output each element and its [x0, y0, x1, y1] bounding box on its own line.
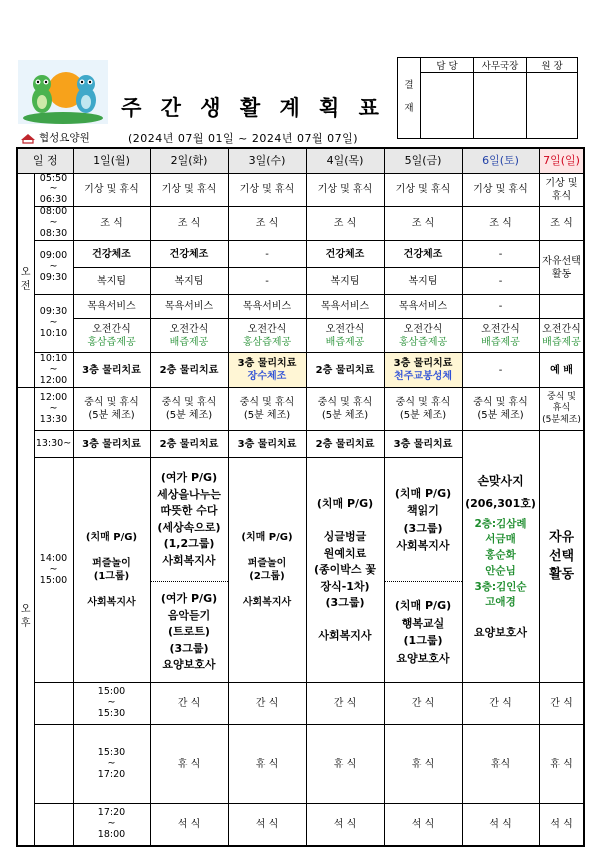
schedule-cell: 기상 및 휴식 — [306, 173, 384, 207]
time-cell: 17:20 ~ 18:00 — [73, 804, 150, 846]
snack-label: 오전간식 — [325, 323, 365, 335]
table-row — [17, 431, 584, 458]
schedule-cell: 조 식 — [306, 207, 384, 241]
schedule-cell: 목욕서비스 — [73, 295, 150, 319]
schedule-cell: 목욕서비스 — [228, 295, 306, 319]
schedule-cell: 3층 물리치료 — [384, 431, 462, 458]
schedule-cell: - — [462, 268, 539, 295]
schedule-cell: 기상 및 휴식 — [539, 173, 584, 207]
approval-side-label — [398, 58, 421, 139]
schedule-cell: 3층 물리치료 — [73, 353, 150, 388]
schedule-cell — [462, 319, 539, 353]
approval-sign-manager[interactable] — [421, 73, 474, 139]
day-header-wed: 3일(수) — [228, 148, 306, 173]
schedule-cell: 간 식 — [306, 683, 384, 725]
snack-provide: 배즙제공 — [325, 336, 365, 348]
schedule-cell: 2층 물리치료 — [150, 431, 228, 458]
schedule-cell: 건강체조 — [306, 241, 384, 268]
schedule-cell: 중식 및 휴식 (5분 체조) — [462, 388, 539, 431]
section-blank — [34, 683, 73, 725]
snack-provide: 배즙제공 — [481, 336, 520, 348]
table-row — [17, 241, 584, 268]
schedule-cell: 복지팀 — [384, 268, 462, 295]
day-header-sat: 6일(토) — [462, 148, 539, 173]
schedule-cell: 2층 물리치료 — [306, 353, 384, 388]
snack-provide: 홍삼즙제공 — [398, 336, 448, 348]
approval-box — [397, 57, 578, 139]
schedule-cell: 석 식 — [384, 804, 462, 846]
section-blank — [34, 725, 73, 804]
schedule-cell: 3층 물리치료 — [73, 431, 150, 458]
schedule-cell: 자유선택 활동 — [539, 241, 584, 295]
activity-label: 3층 물리치료 — [237, 358, 297, 370]
schedule-cell: 휴식 — [462, 725, 539, 804]
snack-label: 오전간식 — [403, 323, 443, 335]
schedule-cell: - — [228, 241, 306, 268]
schedule-cell: 휴 식 — [306, 725, 384, 804]
sat-program-room: (206,301호) — [465, 497, 536, 511]
table-row — [17, 683, 584, 725]
schedule-cell: 휴 식 — [384, 725, 462, 804]
page-title: 주 간 생 활 계 획 표 — [121, 95, 385, 120]
activity-top: (치매 P/G) 책읽기 (3그룹) 사회복지사 — [385, 458, 462, 582]
approval-sign-secretary[interactable] — [474, 73, 527, 139]
logo — [18, 60, 108, 124]
time-cell: 08:00 ~ 08:30 — [34, 207, 73, 241]
activity-bottom: (치매 P/G) 행복교실 (1그룹) 요양보호사 — [394, 599, 452, 665]
schedule-cell: 자유 선택 활동 — [539, 431, 584, 683]
time-cell: 09:30 ~ 10:10 — [34, 295, 73, 353]
schedule-cell: 중식 및 휴식 (5분체조) — [539, 388, 584, 431]
col-header: 일 정 — [17, 148, 73, 173]
day-header-mon: 1일(월) — [73, 148, 150, 173]
snack-label: 오전간식 — [481, 323, 520, 335]
schedule-cell: 간 식 — [150, 683, 228, 725]
schedule-cell: 석 식 — [539, 804, 584, 846]
schedule-cell: 휴 식 — [228, 725, 306, 804]
activity-top: (여가 P/G) 세상을나누는 따뜻한 수다 (세상속으로) (1,2그룹) 사회복지사 — [151, 458, 228, 582]
schedule-cell: 복지팀 — [306, 268, 384, 295]
schedule-period: (2024년 07월 01일 ~ 2024년 07월 07일) — [128, 132, 359, 145]
schedule-cell — [228, 319, 306, 353]
time-cell: 05:50 ~ 06:30 — [34, 173, 73, 207]
table-row — [17, 268, 584, 295]
table-row — [17, 725, 584, 804]
schedule-cell: 2층 물리치료 — [306, 431, 384, 458]
time-cell: 13:30~ — [34, 431, 73, 458]
sat-program-staff: 요양보호사 — [473, 626, 528, 640]
time-cell: 14:00 ~ 15:00 — [34, 458, 73, 683]
snack-provide: 배즙제공 — [542, 336, 581, 348]
snack-provide: 홍삼즙제공 — [87, 336, 136, 348]
activity-bottom: (여가 P/G) 음악듣기 (트로트) (3그룹) 요양보호사 — [160, 592, 218, 672]
table-row — [17, 207, 584, 241]
schedule-cell: - — [462, 295, 539, 319]
schedule-cell — [539, 319, 584, 353]
snack-label: 오전간식 — [247, 323, 287, 335]
schedule-cell: 조 식 — [384, 207, 462, 241]
schedule-cell: 목욕서비스 — [306, 295, 384, 319]
schedule-cell: 조 식 — [228, 207, 306, 241]
time-cell: 15:30 ~ 17:20 — [73, 725, 150, 804]
schedule-cell: 석 식 — [150, 804, 228, 846]
day-header-tue: 2일(화) — [150, 148, 228, 173]
time-cell: 12:00 ~ 13:30 — [34, 388, 73, 431]
schedule-cell: 복지팀 — [73, 268, 150, 295]
activity-sub: 천주교봉성체 — [394, 371, 452, 383]
weekly-schedule-table — [16, 147, 585, 847]
schedule-cell: 3층 물리치료 — [228, 431, 306, 458]
approval-sign-director[interactable] — [527, 73, 578, 139]
schedule-cell: 휴 식 — [150, 725, 228, 804]
section-blank — [34, 804, 73, 846]
schedule-cell — [150, 458, 228, 683]
time-cell: 10:10 ~ 12:00 — [34, 353, 73, 388]
snack-provide: 배즙제공 — [169, 336, 209, 348]
org-logo-icon — [20, 132, 36, 144]
sat-program-names: 2층:김삼례 서금매 홍순화 안순님 3층:김인순 고애경 — [474, 517, 527, 609]
schedule-cell: 간 식 — [384, 683, 462, 725]
table-row — [17, 804, 584, 846]
schedule-cell: - — [462, 241, 539, 268]
table-row — [17, 319, 584, 353]
section-am: 오 전 — [17, 173, 34, 388]
activity-label: 3층 물리치료 — [393, 358, 453, 370]
schedule-cell: 중식 및 휴식 (5분 체조) — [384, 388, 462, 431]
schedule-cell: 기상 및 휴식 — [384, 173, 462, 207]
time-cell: 15:00 ~ 15:30 — [73, 683, 150, 725]
schedule-cell: 중식 및 휴식 (5분 체조) — [73, 388, 150, 431]
table-row — [17, 388, 584, 431]
schedule-cell: 조 식 — [150, 207, 228, 241]
approval-side-label-1: 결 — [404, 80, 414, 92]
schedule-cell: 건강체조 — [150, 241, 228, 268]
table-row — [17, 295, 584, 319]
day-header-sun: 7일(일) — [539, 148, 584, 173]
schedule-cell: 건강체조 — [384, 241, 462, 268]
schedule-cell: 기상 및 휴식 — [228, 173, 306, 207]
schedule-cell: 휴 식 — [539, 725, 584, 804]
org-name: 협성요양원 — [39, 132, 90, 144]
approval-col-manager: 담 당 — [421, 58, 474, 73]
approval-col-secretary: 사무국장 — [474, 58, 527, 73]
schedule-cell: - — [228, 268, 306, 295]
schedule-cell — [306, 319, 384, 353]
sat-program-title: 손맞사지 — [477, 474, 524, 489]
schedule-cell: - — [462, 353, 539, 388]
schedule-cell: 간 식 — [228, 683, 306, 725]
table-row — [17, 173, 584, 207]
schedule-cell: 건강체조 — [73, 241, 150, 268]
schedule-cell: 중식 및 휴식 (5분 체조) — [306, 388, 384, 431]
schedule-cell: 석 식 — [462, 804, 539, 846]
day-header-thu: 4일(목) — [306, 148, 384, 173]
approval-col-director: 원 장 — [527, 58, 578, 73]
snack-label: 오전간식 — [542, 323, 581, 335]
schedule-cell: 석 식 — [228, 804, 306, 846]
time-cell: 09:00 ~ 09:30 — [34, 241, 73, 295]
schedule-cell: 기상 및 휴식 — [150, 173, 228, 207]
snack-label: 오전간식 — [169, 323, 209, 335]
schedule-cell — [150, 319, 228, 353]
day-header-fri: 5일(금) — [384, 148, 462, 173]
approval-side-label-2: 재 — [404, 103, 414, 114]
schedule-cell — [539, 295, 584, 319]
schedule-cell: 간 식 — [539, 683, 584, 725]
snack-label: 오전간식 — [92, 323, 131, 335]
schedule-cell: 예 배 — [539, 353, 584, 388]
schedule-cell: 기상 및 휴식 — [462, 173, 539, 207]
snack-provide: 홍삼즙제공 — [242, 336, 292, 348]
schedule-cell — [384, 458, 462, 683]
schedule-cell: 기상 및 휴식 — [73, 173, 150, 207]
schedule-cell — [384, 353, 462, 388]
activity-sub: 장수체조 — [247, 371, 287, 383]
schedule-cell: 목욕서비스 — [150, 295, 228, 319]
table-row — [17, 353, 584, 388]
schedule-cell-sat-program — [462, 431, 539, 683]
schedule-cell: 조 식 — [462, 207, 539, 241]
schedule-cell: 간 식 — [462, 683, 539, 725]
schedule-cell: (치매 P/G) 퍼즐놀이 (1그룹) 사회복지사 — [73, 458, 150, 683]
section-pm: 오 후 — [17, 388, 34, 846]
schedule-cell: 중식 및 휴식 (5분 체조) — [228, 388, 306, 431]
schedule-cell — [384, 319, 462, 353]
schedule-cell: 복지팀 — [150, 268, 228, 295]
schedule-cell: (치매 P/G) 싱글벙글 원예치료 (종이박스 꽃 장식-1차) (3그룹) 사회복지사 — [306, 458, 384, 683]
organization — [20, 130, 90, 145]
schedule-cell — [73, 319, 150, 353]
schedule-cell — [228, 353, 306, 388]
schedule-cell: 석 식 — [306, 804, 384, 846]
schedule-cell: (치매 P/G) 퍼즐놀이 (2그룹) 사회복지사 — [228, 458, 306, 683]
schedule-cell: 중식 및 휴식 (5분 체조) — [150, 388, 228, 431]
schedule-cell: 목욕서비스 — [384, 295, 462, 319]
schedule-cell: 2층 물리치료 — [150, 353, 228, 388]
schedule-cell: 조 식 — [539, 207, 584, 241]
schedule-cell: 조 식 — [73, 207, 150, 241]
header-row — [17, 148, 584, 173]
